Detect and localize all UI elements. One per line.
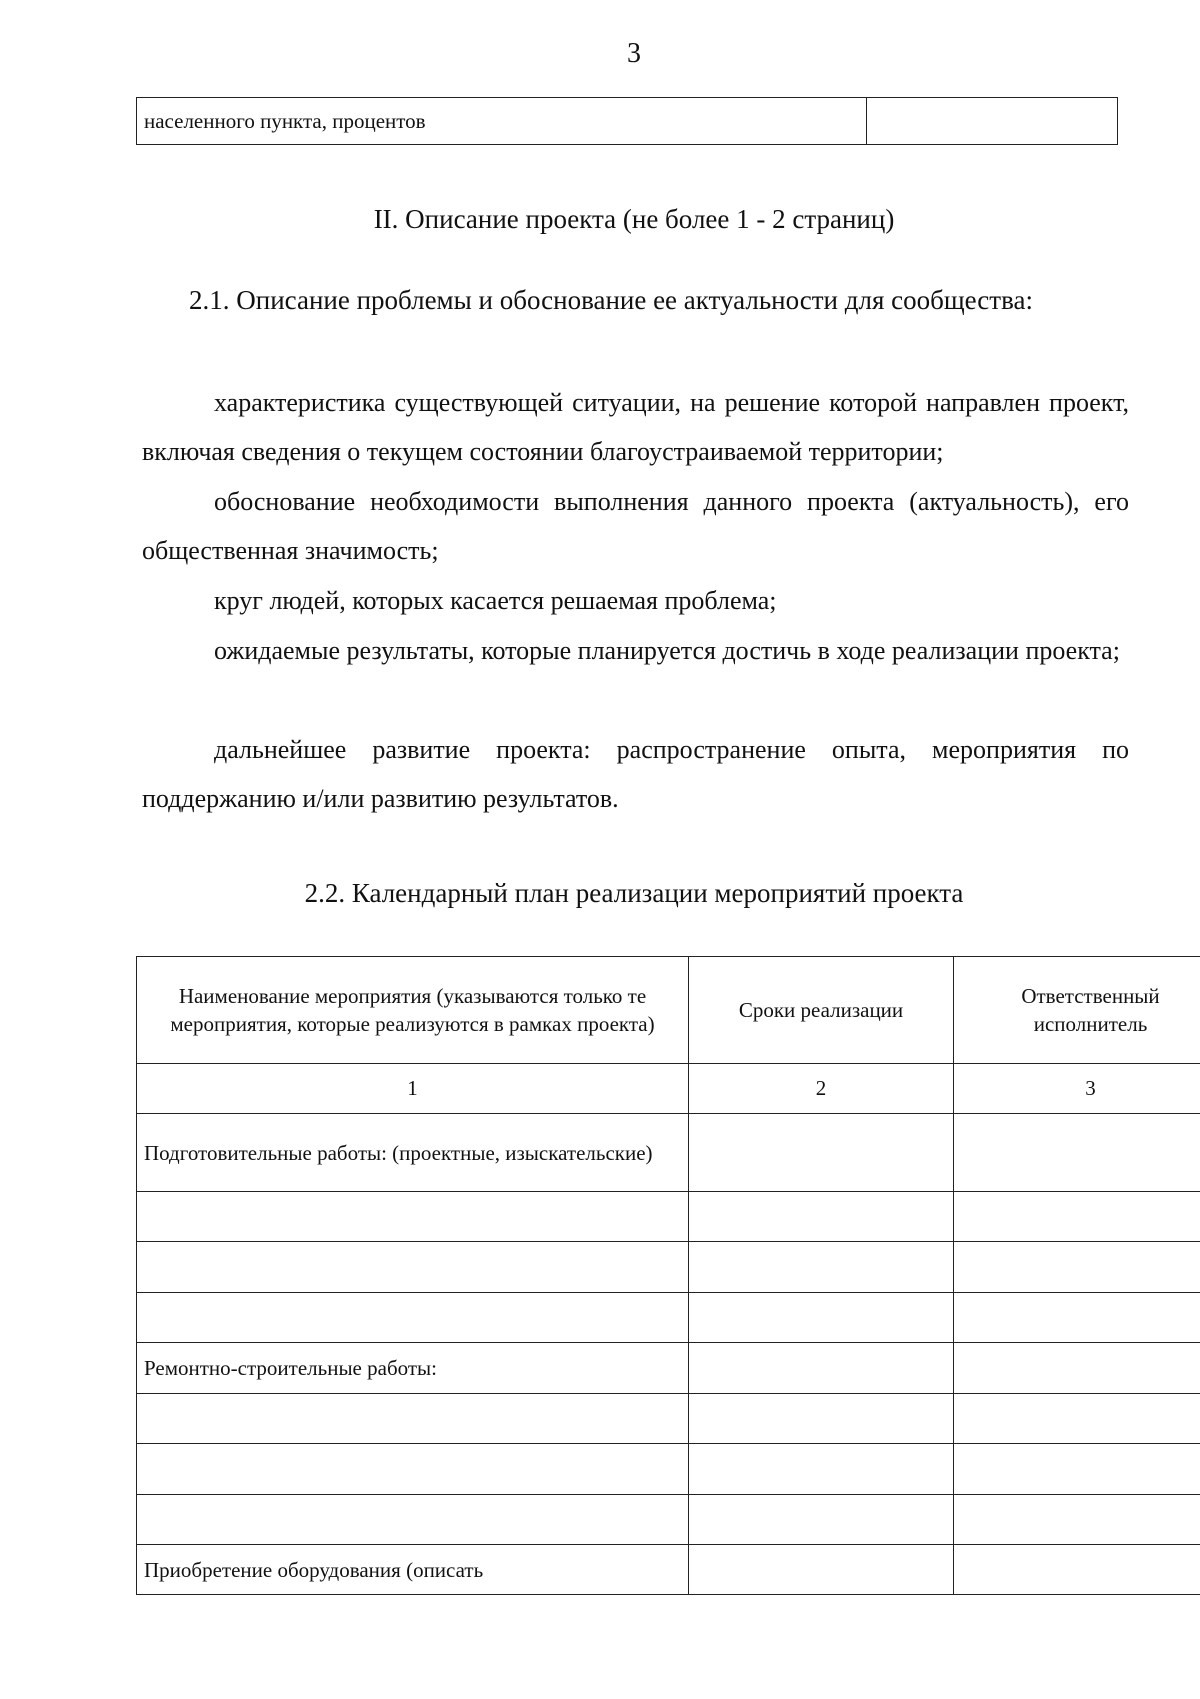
header-responsible: Ответственный исполнитель — [954, 957, 1200, 1064]
paragraph-2 — [142, 477, 1129, 575]
table-cell-empty — [954, 1192, 1200, 1242]
table-header-row — [137, 957, 1200, 1064]
page-number: 3 — [627, 38, 641, 69]
table-cell-empty — [954, 1545, 1200, 1595]
table-cell-empty — [954, 1444, 1200, 1495]
subsection-title: 2.1. Описание проблемы и обоснование ее актуальности для сообщества: — [189, 285, 1033, 315]
table-row — [137, 1343, 1200, 1394]
paragraph-text: круг людей, которых касается решаемая проблема; — [214, 586, 777, 615]
paragraph-text: дальнейшее развитие проекта: распространение опыта, мероприятия по поддержанию и/или развитию результатов. — [142, 735, 1129, 813]
header-event-name: Наименование мероприятия (указываются только те мероприятия, которые реализуются в рамках проекта) — [137, 957, 689, 1064]
paragraph-4 — [142, 626, 1129, 675]
table-cell-empty — [689, 1545, 954, 1595]
table-cell-empty — [689, 1394, 954, 1444]
row-label: Подготовительные работы: (проектные, изыскательские) — [137, 1114, 689, 1192]
column-number: 1 — [137, 1064, 689, 1114]
table-cell-empty — [689, 1242, 954, 1293]
column-number: 2 — [689, 1064, 954, 1114]
header-deadlines: Сроки реализации — [689, 957, 954, 1064]
paragraph-1 — [142, 378, 1129, 476]
table-cell-empty — [689, 1495, 954, 1545]
row-label — [137, 1495, 689, 1545]
paragraph-text: ожидаемые результаты, которые планируется достичь в ходе реализации проекта; — [214, 636, 1120, 665]
table-row — [137, 1394, 1200, 1444]
table-cell-empty — [689, 1444, 954, 1495]
paragraph-text: обоснование необходимости выполнения данного проекта (актуальность), его общественная значимость; — [142, 487, 1129, 565]
paragraph-5 — [142, 725, 1129, 823]
paragraph-3 — [142, 576, 1129, 625]
table-row — [137, 98, 1118, 145]
table-cell-empty — [689, 1192, 954, 1242]
table-cell: населенного пункта, процентов — [137, 98, 867, 145]
table-row — [137, 1495, 1200, 1545]
table-cell-empty — [689, 1343, 954, 1394]
row-label — [137, 1192, 689, 1242]
table-cell-empty — [689, 1293, 954, 1343]
table-cell-empty — [954, 1394, 1200, 1444]
section-title: II. Описание проекта (не более 1 - 2 страниц) — [373, 204, 895, 234]
row-label — [137, 1394, 689, 1444]
table-cell-empty — [954, 1242, 1200, 1293]
table-number-row — [137, 1064, 1200, 1114]
table-row — [137, 1114, 1200, 1192]
column-number: 3 — [954, 1064, 1200, 1114]
table-row — [137, 1545, 1200, 1595]
plan-title: 2.2. Календарный план реализации мероприятий проекта — [304, 878, 964, 908]
table-row — [137, 1242, 1200, 1293]
row-label: Приобретение оборудования (описать — [137, 1545, 689, 1595]
table-row — [137, 1293, 1200, 1343]
table-row — [137, 1192, 1200, 1242]
table-cell-empty — [689, 1114, 954, 1192]
row-label: Ремонтно-строительные работы: — [137, 1343, 689, 1394]
calendar-plan-table — [136, 956, 1200, 1595]
table-cell-empty — [867, 98, 1118, 145]
row-label — [137, 1242, 689, 1293]
continuation-table — [136, 97, 1118, 145]
paragraph-text: характеристика существующей ситуации, на решение которой направлен проект, включая сведения о текущем состоянии благоустраиваемой территории; — [142, 388, 1129, 466]
table-row — [137, 1444, 1200, 1495]
table-cell-empty — [954, 1343, 1200, 1394]
table-cell-empty — [954, 1293, 1200, 1343]
table-cell-empty — [954, 1495, 1200, 1545]
row-label — [137, 1444, 689, 1495]
row-label — [137, 1293, 689, 1343]
table-cell-empty — [954, 1114, 1200, 1192]
